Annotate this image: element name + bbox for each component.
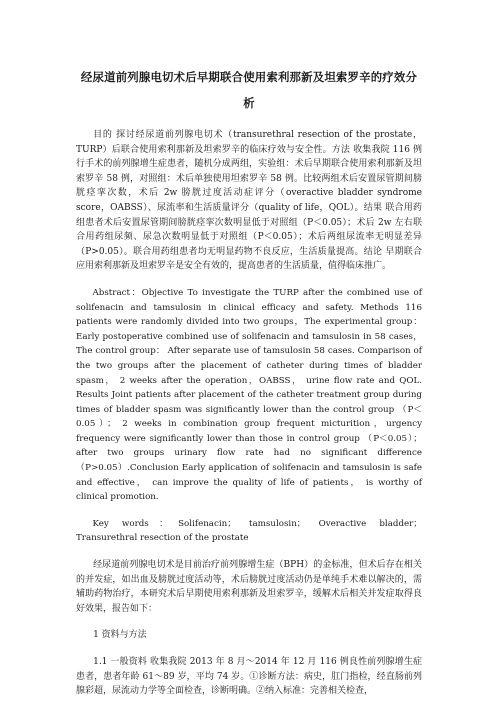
chinese-abstract bbox=[76, 128, 422, 274]
paper-title: 经尿道前列腺电切术后早期联合使用索利那新及坦索罗辛的疗效分析 bbox=[80, 70, 418, 110]
abstract-conclusion: 结论 早期联合应用索利那新及坦索罗辛是安全有效的，提高患者的生活质量，值得临床推广。 bbox=[76, 246, 422, 272]
abstract-methods: 方法 收集我院 116 例行手术的前列腺增生症患者，随机分成两组，实验组：术后早期联合使用索利那新及坦索罗辛 58 例，对照组：术后单独使用坦索罗辛 58 例。比较两组术后安置尿管期间膀胱痉挛次数，术后 2w 膀胱过度活动症评分（overactive bladder syndrome score，OABSS）、尿流率和生活质量评分（quality of life，QOL）。 bbox=[76, 144, 423, 213]
abstract-objective: 目的 探讨经尿道前列腺电切术（transurethral resection of the prostate，TURP）后联合使用索利那新及坦索罗辛的临床疗效与安全性。 bbox=[76, 130, 422, 155]
english-abstract: Abstract：Objective To investigate the TURP after the combined use of solifenacin and tamsulosin in clinical efficacy and safety. Methods 116 patients were randomly divided into two groups，The experimental group： Early postoperative combined use of solifenacin and tamsulosin in 58 cases，The control group： After separate use of tamsulosin 58 cases. Comparison of the two groups after the placement of catheter during times of bladder spasm， 2 weeks after the operation，OABSS， urine flow rate and QOL. Results Joint patients after placement of the catheter treatment group during times of bladder spasm was significantly lower than the control group （P＜0.05）； 2 weeks in combination group frequent micturition，urgency frequency were significantly lower than those in control group （P＜0.05）；after two groups urinary flow rate had no significant difference （P>0.05）.Conclusion Early application of solifenacin and tamsulosin is safe and effective， can improve the quality of life of patients， is worthy of clinical promotion. bbox=[76, 287, 422, 503]
introduction-paragraph: 经尿道前列腺电切术是目前治疗前列腺增生症（BPH）的金标准，但术后存在相关的并发症，如出血及膀胱过度活动等，术后膀胱过度活动仍是单纯手术难以解决的，需辅助药物治疗，本研究术后早期使用索利那新及坦索罗辛，缓解术后相关并发症取得良好效果，报告如下： bbox=[76, 560, 422, 614]
section-paragraph: 1.1 一般资料 收集我院 2013 年 8 月～2014 年 12 月 116 例良性前列腺增生症患者，患者年龄 61～89 岁，平均 74 岁。①诊断方法：病史，肛门指检，经直肠前列腺彩超，尿流动力学等全面检查，诊断明确。②纳入标准：完善相关检查， bbox=[76, 657, 422, 697]
keywords: Key words：Solifenacin； tamsulosin； Overactive bladder； Transurethral resection of the prostate bbox=[76, 518, 422, 544]
section-heading: 1 资料与方法 bbox=[93, 630, 147, 641]
abstract-results: 结果 联合用药组患者术后安置尿管期间膀胱痉挛次数明显低于对照组（P＜0.05）；术后 2w 左右联合用药组尿频、尿急次数明显低于对照组（P＜0.05）；术后两组尿流率无明显差异（P>0.05）。联合用药组患者均无明显药物不良反应，生活质量提高。 bbox=[76, 202, 422, 257]
